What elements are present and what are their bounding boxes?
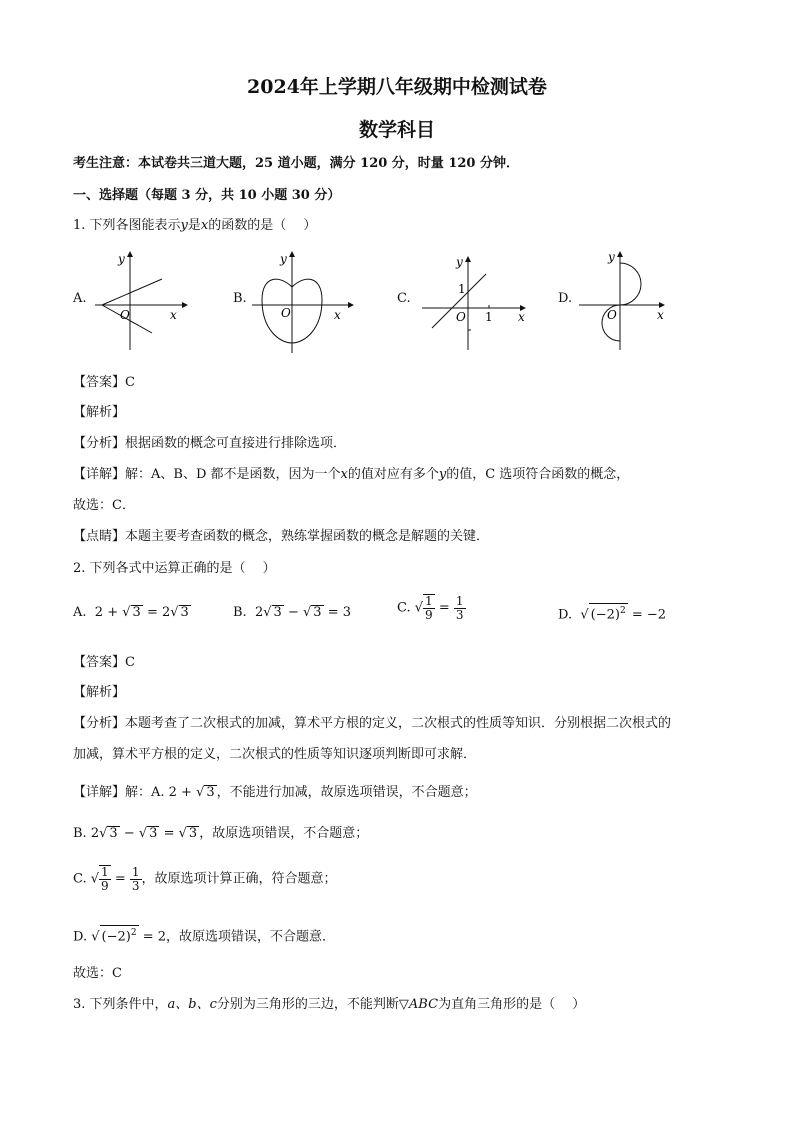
q1-stem: 1. 下列各图能表示y是x的函数的是（ ） [73, 218, 317, 233]
q1-option-c-label: C. [397, 291, 411, 306]
q1-answer: 【答案】C [73, 375, 135, 390]
exam-notice: 考生注意：本试卷共三道大题，25 道小题，满分 120 分，时量 120 分钟． [73, 156, 519, 171]
graph-a-origin-label: O [120, 308, 130, 322]
q1-dianjing: 【点睛】本题主要考查函数的概念，熟练掌握函数的概念是解题的关键． [73, 529, 490, 544]
graph-d-y-label: y [608, 250, 615, 264]
graph-b-x-label: x [334, 308, 341, 322]
q1-choose: 故选：C． [73, 498, 135, 513]
q2-option-c: C. √ $\frac{1}{9}$ = $\frac{1}{3}$ [397, 593, 464, 622]
section-heading: 一、选择题（每题 3 分，共 10 小题 30 分） [73, 188, 341, 203]
subject-title: 数学科目 [358, 119, 435, 141]
q2-stem: 2. 下列各式中运算正确的是（ ） [73, 561, 276, 576]
q1-option-b-label: B. [233, 291, 247, 306]
q1-option-a-label: A. [73, 291, 87, 306]
q2-detail-b: B. 2√ 3 − √ 3 = √ 3 ，故原选项错误，不合题意； [73, 826, 369, 841]
graph-b-origin-label: O [281, 306, 291, 320]
graph-c-y-one: 1 [458, 282, 466, 296]
q2-option-b: B. 2√ 3 − √ 3 = 3 [233, 605, 351, 620]
q2-option-d: D. √ $(-2)^2 = -2$ [558, 603, 666, 622]
q2-option-a: A. 2 + √ 3 = 2√ 3 [73, 605, 189, 620]
graph-a-x-label: x [170, 308, 177, 322]
graph-c-x-label: x [518, 310, 525, 324]
graph-c-x-one: 1 [485, 310, 493, 324]
graph-d-origin-label: O [607, 308, 617, 322]
graph-a-y-label: y [118, 252, 125, 266]
q1-graph-c [418, 250, 533, 355]
q2-detail-a: 【详解】解：A. 2 + √ 3 ，不能进行加减，故原选项错误，不合题意； [73, 785, 477, 800]
q2-analysis-tag: 【解析】 [73, 685, 126, 700]
q1-graph-d [575, 245, 675, 355]
page-title: 2024年上学期八年级期中检测试卷 [247, 76, 547, 98]
q2-detail-d: D. √ $(-2)^2 = 2$，故原选项错误，不合题意． [73, 925, 335, 944]
graph-c-origin-label: O [456, 310, 466, 324]
q2-fenxi-line1: 【分析】本题考查了二次根式的加减，算术平方根的定义，二次根式的性质等知识．分别根据二次根式的 [73, 716, 672, 731]
q1-option-d-label: D. [558, 291, 573, 306]
q1-analysis-tag: 【解析】 [73, 405, 126, 420]
graph-d-x-label: x [657, 308, 664, 322]
q2-fenxi-line2: 加减，算术平方根的定义，二次根式的性质等知识逐项判断即可求解． [73, 747, 477, 762]
q1-detail: 【详解】解：A、B、D 都不是函数，因为一个x的值对应有多个y的值，C 选项符合函数的概念， [73, 467, 630, 482]
q1-graph-b [250, 245, 360, 355]
q3-stem: 3. 下列条件中，a、b、c分别为三角形的三边，不能判断▽ABC为直角三角形的是（ ） [73, 997, 586, 1012]
graph-c-y-label: y [456, 255, 463, 269]
q1-graph-a [90, 245, 190, 355]
q2-answer: 【答案】C [73, 655, 135, 670]
q2-choose: 故选：C [73, 966, 122, 981]
q1-fenxi: 【分析】根据函数的概念可直接进行排除选项． [73, 436, 347, 451]
graph-b-y-label: y [280, 252, 287, 266]
q2-detail-c: C. √ $\frac{1}{9}$ = $\frac{1}{3}$ ，故原选项计算正确，符合题意； [73, 864, 337, 893]
